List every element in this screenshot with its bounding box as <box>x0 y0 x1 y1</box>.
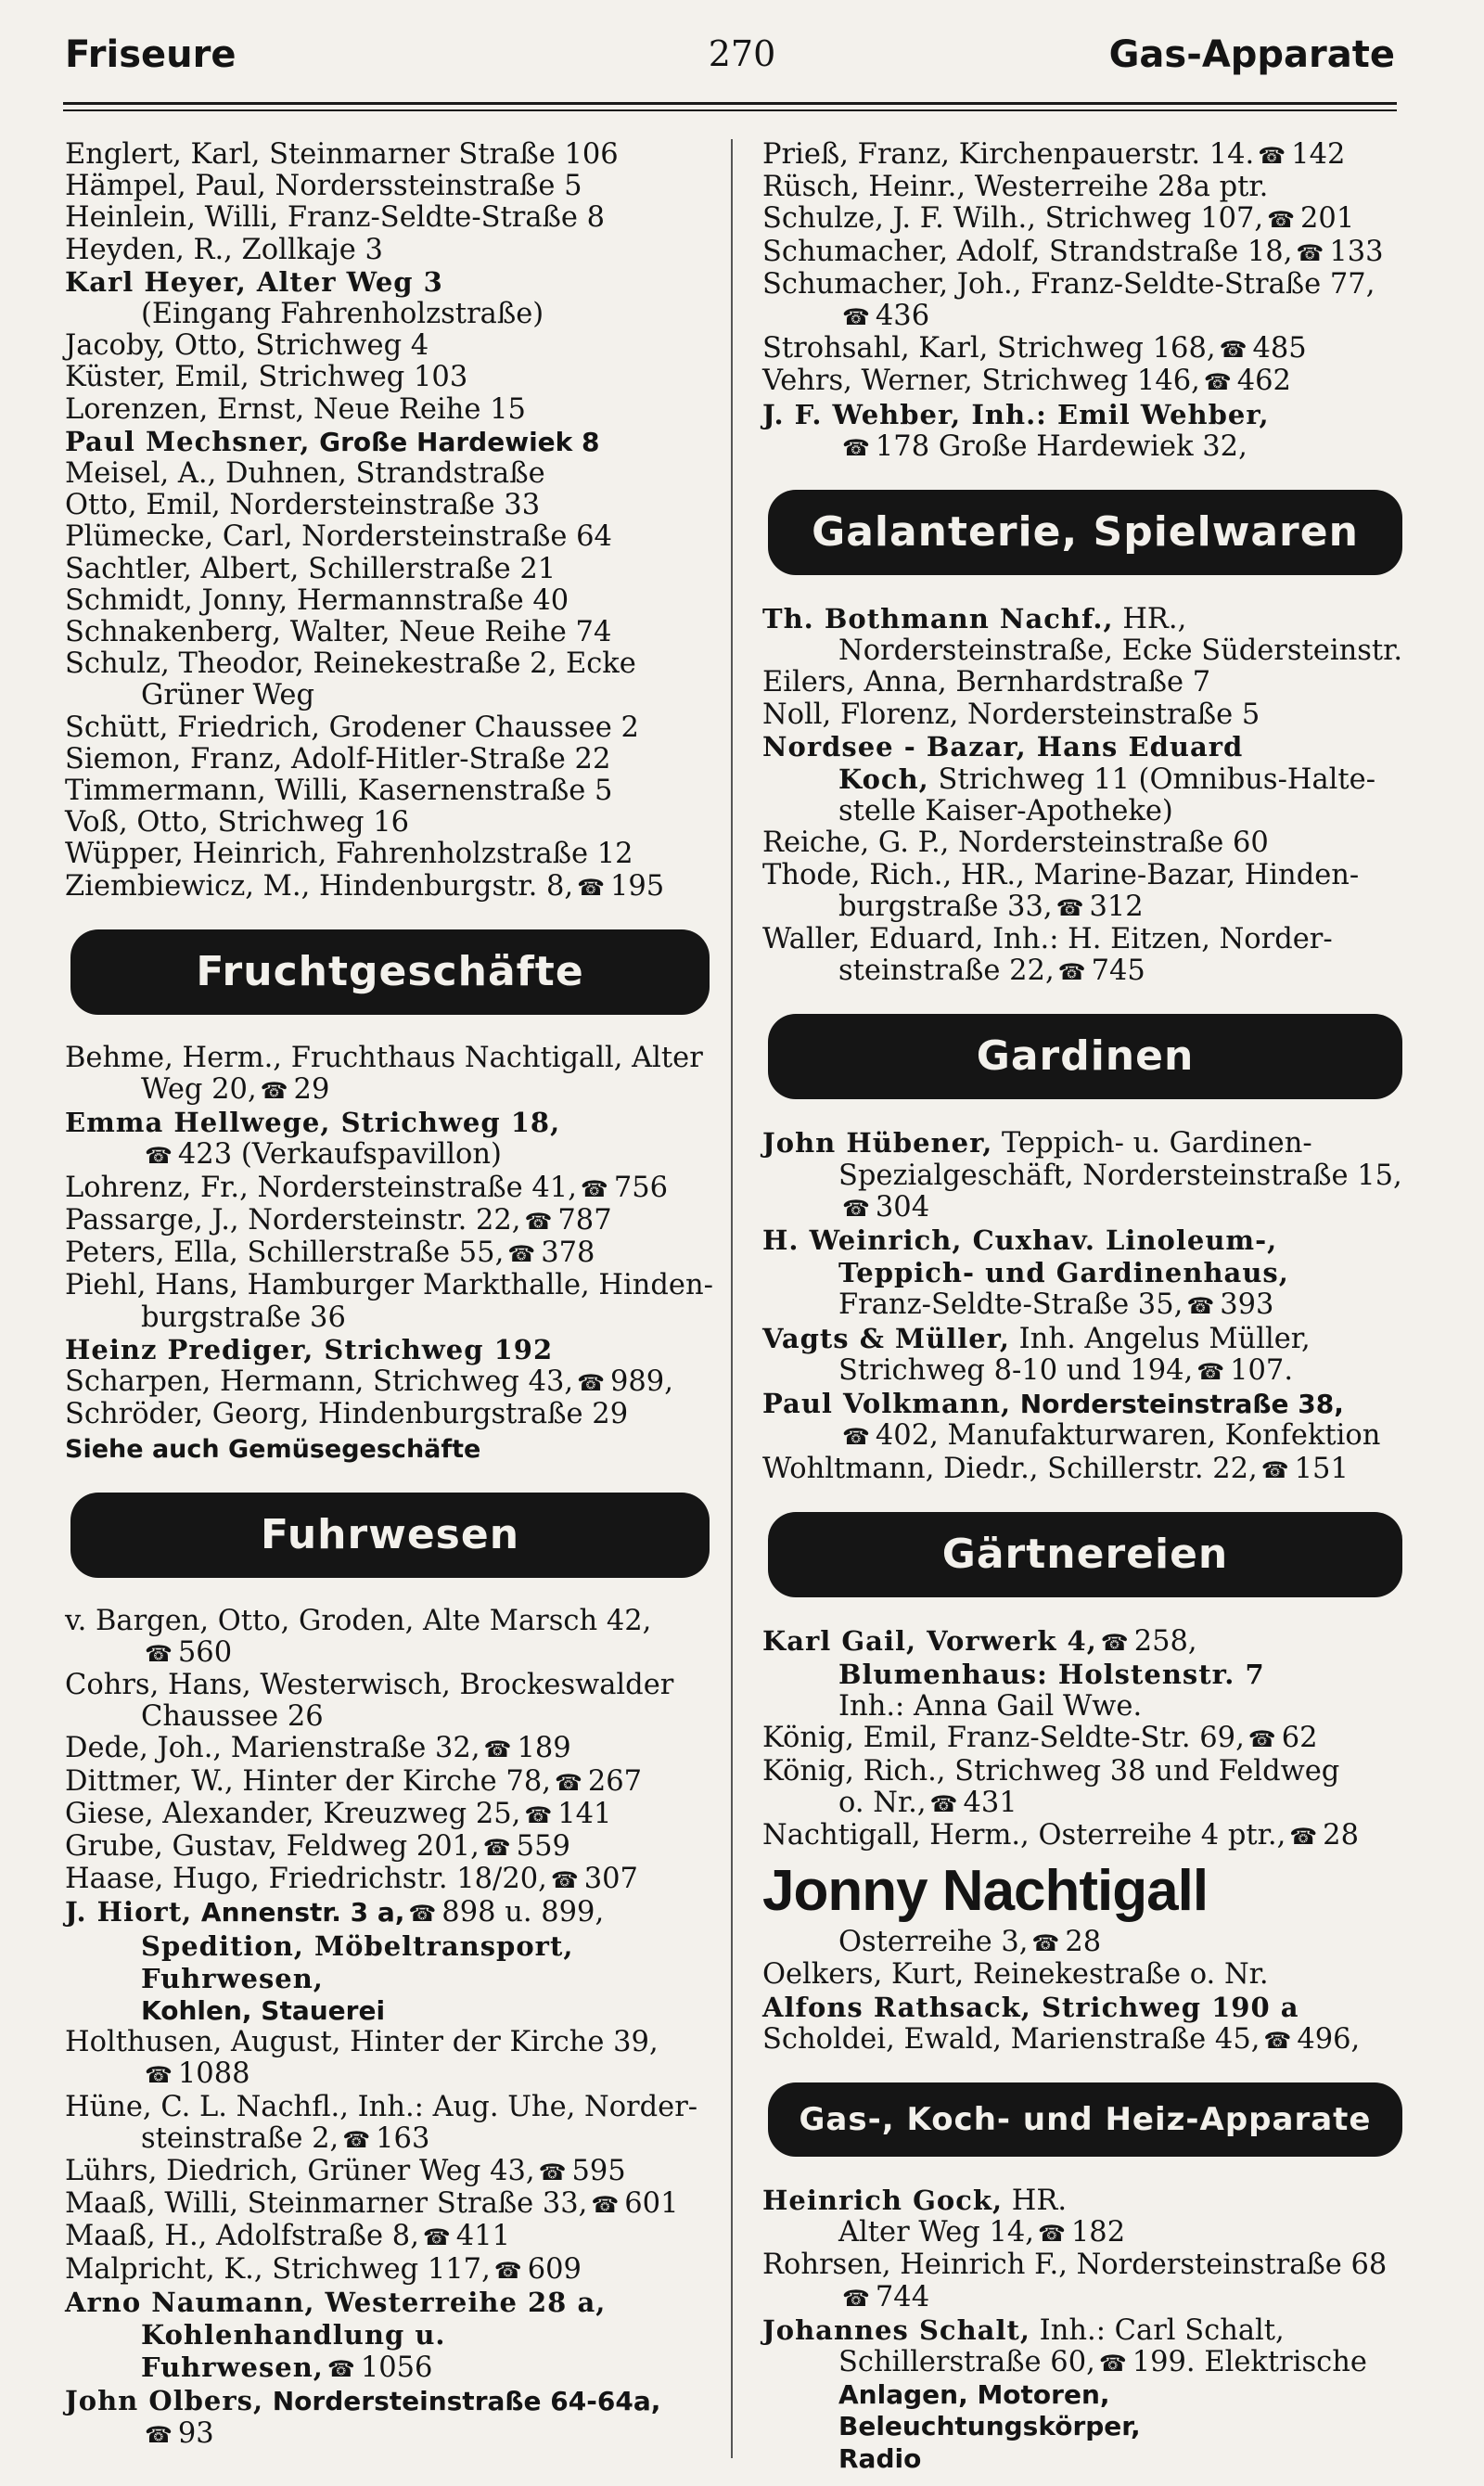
entry-text: Scholdei, Ewald, Marienstraße 45, <box>762 2022 1260 2056</box>
entry-text: Ziembiewicz, M., Hindenburgstr. 8, <box>65 869 574 903</box>
list-item <box>65 775 719 807</box>
entry-text: Hämpel, Paul, Norderssteinstraße 5 <box>65 170 582 203</box>
page-header-left: Friseure <box>65 33 237 76</box>
entry-text: Weg 20, <box>141 1073 257 1107</box>
entry-text: Nordersteinstraße, Ecke Südersteinstr. <box>838 634 1403 668</box>
entry-text: Lorenzen, Ernst, Neue Reihe 15 <box>65 392 526 426</box>
list-item <box>65 1606 719 1670</box>
entry-text: Schulz, Theodor, Reinekestraße 2, Ecke <box>65 647 636 681</box>
entry-name-bold: John Hübener, <box>762 1127 993 1160</box>
entry-text: burgstraße 33, <box>838 890 1053 923</box>
phone-number: ☎ 436 <box>838 300 929 332</box>
entry-address-bold: Große Hardewiek 8 <box>319 426 600 457</box>
entry-text: Strichweg 8-10 und 194, <box>838 1353 1194 1387</box>
list-item <box>762 860 1412 924</box>
entry-text: burgstraße 36 <box>141 1301 346 1334</box>
entry-text: Dede, Joh., Marienstraße 32, <box>65 1732 480 1765</box>
phone-number: ☎ 182 <box>1034 2216 1125 2249</box>
phone-number: ☎ 201 <box>1263 202 1354 235</box>
advert-address <box>762 1927 1412 1959</box>
phone-number: ☎ 745 <box>1055 955 1145 987</box>
phone-number: ☎ 595 <box>535 2155 626 2187</box>
entry-text: Wohltmann, Diedr., Schillerstr. 22, <box>762 1452 1258 1485</box>
entry-text: Elektrische <box>1204 2345 1367 2378</box>
list-item <box>762 237 1412 269</box>
entry-name-bold: Nordsee - Bazar, Hans Eduard <box>762 730 1244 762</box>
entry-text: HR., <box>1122 603 1187 636</box>
list-item <box>65 202 719 234</box>
entry-text: Timmermann, Willi, Kasernenstraße 5 <box>65 775 613 808</box>
entry-text-bold: Kohlen, Stauerei <box>141 1994 386 2026</box>
list-item <box>762 333 1412 365</box>
entry-text: Strohsahl, Karl, Strichweg 168, <box>762 332 1216 365</box>
entry-text: Rohrsen, Heinrich F., Nordersteinstraße 68 <box>762 2249 1388 2282</box>
entry-name-bold: Heinz Prediger, Strichweg 192 <box>65 1333 554 1365</box>
list-item <box>762 1959 1412 1991</box>
advert-street: Osterreihe 3, <box>838 1926 1029 1959</box>
phone-number: ☎ 304 <box>838 1191 929 1224</box>
list-item <box>65 554 719 585</box>
list-item <box>65 839 719 870</box>
phone-number: ☎ 1088 <box>141 2057 250 2090</box>
entry-text: Grüner Weg <box>141 679 314 712</box>
phone-number: ☎ 378 <box>504 1237 595 1269</box>
entry-text: Franz-Seldte-Straße 35, <box>838 1288 1183 1322</box>
entry-text: Lührs, Diedrich, Grüner Weg 43, <box>65 2154 535 2187</box>
entry-text: Peters, Ella, Schillerstraße 55, <box>65 1237 505 1270</box>
entry-name-bold: Emma Hellwege, Strichweg 18, <box>65 1107 561 1139</box>
entry-text: Maaß, H., Adolfstraße 8, <box>65 2220 419 2253</box>
page-header-right: Gas-Apparate <box>1108 33 1395 76</box>
entry-text: Hüne, C. L. Nachfl., Inh.: Aug. Uhe, Norder- <box>65 2090 698 2123</box>
list-item <box>762 827 1412 859</box>
list-item <box>65 712 719 744</box>
entry-text: Rüsch, Heinr., Westerreihe 28a ptr. <box>762 171 1269 204</box>
list-item <box>65 458 719 490</box>
entry-text: Reiche, G. P., Nordersteinstraße 60 <box>762 827 1269 860</box>
list-item <box>65 1366 719 1399</box>
list-item <box>762 699 1412 731</box>
list-item <box>65 744 719 775</box>
entry-text: Schumacher, Joh., Franz-Seldte-Straße 77, <box>762 267 1375 301</box>
list-item <box>65 1043 719 1107</box>
list-item <box>65 2385 719 2450</box>
list-item <box>65 266 719 330</box>
phone-number: ☎ 609 <box>491 2253 582 2286</box>
phone-number: ☎ 189 <box>480 1732 571 1764</box>
phone-number: ☎ 267 <box>551 1765 642 1798</box>
list-item <box>762 365 1412 398</box>
list-item <box>762 731 1412 828</box>
list-item <box>65 1205 719 1237</box>
section-banner-fuhrwesen: Fuhrwesen <box>70 1493 710 1578</box>
list-item <box>762 2024 1412 2057</box>
entry-text: Englert, Karl, Steinmarner Straße 106 <box>65 138 619 171</box>
entry-text: Schnakenberg, Walter, Neue Reihe 74 <box>65 616 612 649</box>
page-number: 270 <box>708 33 776 74</box>
entry-text: Thode, Rich., HR., Marine-Bazar, Hinden- <box>762 858 1360 891</box>
entry-name-bold: J. F. Wehber, Inh.: Emil Wehber, <box>762 398 1270 430</box>
entry-text: stelle Kaiser-Apotheke) <box>838 795 1173 828</box>
list-item <box>65 426 719 458</box>
list-item <box>65 330 719 362</box>
entry-text: Lohrenz, Fr., Nordersteinstraße 41, <box>65 1171 577 1204</box>
entry-text: Heinlein, Willi, Franz-Seldte-Straße 8 <box>65 201 606 235</box>
list-item <box>65 1799 719 1831</box>
list-item <box>65 1733 719 1765</box>
phone-number: ☎ 195 <box>573 870 664 903</box>
list-item <box>762 2314 1412 2475</box>
list-item <box>762 172 1412 203</box>
entry-text-bold: Koch, <box>838 763 929 796</box>
entry-text: Plümecke, Carl, Nordersteinstraße 64 <box>65 520 612 554</box>
phone-number: ☎ 787 <box>521 1204 612 1237</box>
list-item <box>65 362 719 393</box>
phone-number: ☎ 93 <box>141 2417 214 2450</box>
list-item <box>65 871 719 903</box>
entry-text: Küster, Emil, Strichweg 103 <box>65 361 468 394</box>
entry-text: Grube, Gustav, Feldweg 201, <box>65 1829 480 1863</box>
entry-text: König, Emil, Franz-Seldte-Str. 69, <box>762 1722 1245 1755</box>
phone-number: ☎ 756 <box>577 1172 668 1204</box>
list-item <box>762 399 1412 464</box>
list-item <box>762 1625 1412 1724</box>
phone-number: ☎ 462 <box>1200 365 1291 397</box>
entry-text: v. Bargen, Otto, Groden, Alte Marsch 42, <box>65 1604 652 1637</box>
entry-text: Waller, Eduard, Inh.: H. Eitzen, Norder- <box>762 923 1333 956</box>
entry-text: Vehrs, Werner, Strichweg 146, <box>762 365 1200 398</box>
list-item <box>762 1992 1412 2024</box>
list-item <box>65 139 719 171</box>
entry-text: Schmidt, Jonny, Hermannstraße 40 <box>65 583 569 617</box>
list-item <box>762 139 1412 172</box>
phone-number: ☎ 1056 <box>324 2351 433 2384</box>
entry-text: Eilers, Anna, Bernhardstraße 7 <box>762 666 1211 699</box>
list-item <box>762 2249 1412 2313</box>
entry-text: Holthusen, August, Hinter der Kirche 39, <box>65 2026 659 2059</box>
entry-text: Oelkers, Kurt, Reinekestraße o. Nr. <box>762 1958 1269 1992</box>
list-item <box>65 2092 719 2156</box>
entry-text: Sachtler, Albert, Schillerstraße 21 <box>65 552 556 585</box>
entry-text: Scharpen, Hermann, Strichweg 43, <box>65 1365 574 1398</box>
list-item <box>762 1127 1412 1224</box>
phone-number: ☎ 402, <box>838 1419 939 1452</box>
phone-number: ☎ 151 <box>1258 1453 1349 1485</box>
entry-text: König, Rich., Strichweg 38 und Feldweg <box>762 1754 1340 1788</box>
entry-name-bold: Karl Heyer, Alter Weg 3 <box>65 265 443 298</box>
phone-number: ☎ 485 <box>1216 332 1307 365</box>
section-banner-fruchtgeschaefte: Fruchtgeschäfte <box>70 929 710 1015</box>
entry-name-bold: Arno Naumann, Westerreihe 28 a, <box>65 2286 607 2318</box>
entry-text: Piehl, Hans, Hamburger Markthalle, Hinden- <box>65 1269 713 1302</box>
list-item <box>65 648 719 711</box>
list-item <box>65 521 719 553</box>
list-item <box>65 807 719 839</box>
advert-name: Jonny Nachtigall <box>762 1859 1209 1924</box>
entry-text-bold: Kohlenhandlung u. Fuhrwesen, <box>141 2318 446 2384</box>
entry-text: Inh.: Anna Gail Wwe. <box>838 1690 1143 1724</box>
entry-text: steinstraße 22, <box>838 955 1055 988</box>
entry-name-bold: Johannes Schalt, <box>762 2313 1030 2346</box>
phone-number: ☎ 560 <box>141 1636 232 1669</box>
phone-number: ☎ 989, <box>573 1365 673 1398</box>
entry-text: Cohrs, Hans, Westerwisch, Brockeswalder <box>65 1668 674 1701</box>
list-item <box>65 1270 719 1333</box>
list-item <box>65 1107 719 1172</box>
entry-address-bold: Annenstr. 3 a, <box>200 1897 405 1929</box>
entry-text: Schulze, J. F. Wilh., Strichweg 107, <box>762 202 1264 236</box>
entry-text: Alter Weg 14, <box>838 2216 1034 2249</box>
entry-text: steinstraße 2, <box>141 2121 339 2155</box>
entry-text: Dittmer, W., Hinter der Kirche 78, <box>65 1764 551 1798</box>
list-item <box>762 1820 1412 1852</box>
entry-text: Heyden, R., Zollkaje 3 <box>65 233 383 266</box>
entry-name-bold: Paul Volkmann, <box>762 1388 1012 1420</box>
phone-number: ☎ 307 <box>547 1863 638 1895</box>
section-banner-gas-apparate: Gas-, Koch- und Heiz-Apparate <box>768 2082 1402 2157</box>
list-item <box>762 1723 1412 1755</box>
entry-text-bold: Spedition, Möbeltransport, Fuhrwesen, <box>141 1929 574 1994</box>
entry-address-bold: Nordersteinstraße 38, <box>1019 1389 1344 1420</box>
list-item <box>65 2221 719 2253</box>
entry-text: Schumacher, Adolf, Strandstraße 18, <box>762 235 1293 268</box>
list-item <box>762 1224 1412 1323</box>
entry-text: (Eingang Fahrenholzstraße) <box>141 298 544 331</box>
list-item <box>65 1399 719 1430</box>
phone-number: ☎ 601 <box>587 2187 678 2220</box>
list-item <box>65 585 719 617</box>
entry-text: Chaussee 26 <box>141 1700 324 1734</box>
phone-number: ☎ 496, <box>1260 2023 1360 2056</box>
phone-number: ☎ 393 <box>1183 1288 1273 1321</box>
list-item <box>762 667 1412 698</box>
list-item <box>65 2254 719 2287</box>
phone-number: ☎ 28 <box>1286 1819 1359 1852</box>
entry-name-bold: J. Hiort, <box>65 1896 193 1929</box>
list-item <box>65 1831 719 1864</box>
phone-number: ☎ 559 <box>480 1830 570 1863</box>
list-item <box>65 171 719 202</box>
phone-number: ☎ 744 <box>838 2281 929 2313</box>
phone-number: ☎ 898 u. 899, <box>404 1896 604 1929</box>
list-item <box>65 394 719 426</box>
phone-number: ☎ 107. <box>1193 1354 1293 1387</box>
phone-number: ☎ 142 <box>1254 138 1345 171</box>
entry-text: Wüpper, Heinrich, Fahrenholzstraße 12 <box>65 838 633 871</box>
entry-name-bold: Paul Mechsner, <box>65 425 311 457</box>
entry-text: Manufakturwaren, Konfektion <box>947 1419 1381 1453</box>
entry-name-bold: H. Weinrich, Cuxhav. Linoleum-, <box>762 1224 1278 1257</box>
list-item <box>762 1756 1412 1820</box>
entry-address-bold: Nordersteinstraße 64-64a, <box>272 2386 661 2417</box>
list-item <box>65 2027 719 2091</box>
section-banner-galanterie: Galanterie, Spielwaren <box>768 490 1402 575</box>
entry-text: Schröder, Georg, Hindenburgstraße 29 <box>65 1398 629 1431</box>
entry-text: Prieß, Franz, Kirchenpauerstr. 14. <box>762 138 1255 171</box>
phone-number: ☎ 431 <box>927 1787 1017 1819</box>
phone-number: ☎ 141 <box>520 1798 611 1830</box>
entry-text: Haase, Hugo, Friedrichstr. 18/20, <box>65 1863 547 1896</box>
phone-number: ☎ 28 <box>1028 1926 1101 1958</box>
phone-number: ☎ 411 <box>419 2220 510 2252</box>
entry-name-bold: John Olbers, <box>65 2385 264 2417</box>
entry-text: Jacoby, Otto, Strichweg 4 <box>65 329 429 363</box>
list-item <box>65 490 719 521</box>
entry-text: Noll, Florenz, Nordersteinstraße 5 <box>762 698 1260 731</box>
entry-text: Nachtigall, Herm., Osterreihe 4 ptr., <box>762 1818 1286 1852</box>
entry-text-bold: Anlagen, Motoren, Beleuchtungskörper, <box>838 2379 1141 2442</box>
list-item <box>65 1334 719 1366</box>
list-item <box>65 2287 719 2386</box>
list-item <box>762 1323 1412 1388</box>
entry-text: Strichweg 11 (Omnibus-Halte- <box>938 763 1376 797</box>
list-item <box>65 1896 719 2027</box>
phone-number: ☎ 423 <box>141 1138 232 1171</box>
right-column <box>762 139 1412 2475</box>
entry-text: Inh.: Carl Schalt, <box>1039 2313 1285 2347</box>
entry-name-bold: Th. Bothmann Nachf., <box>762 603 1114 635</box>
header-rule-thin <box>63 109 1397 111</box>
entry-text: Inh. Angelus Müller, <box>1018 1322 1311 1355</box>
entry-text: Große Hardewiek 32, <box>938 429 1247 463</box>
list-item <box>65 1237 719 1270</box>
list-item <box>762 603 1412 667</box>
entry-text: Teppich- u. Gardinen- <box>1002 1127 1312 1160</box>
entry-text: Passarge, J., Nordersteinstr. 22, <box>65 1203 521 1237</box>
entry-text: (Verkaufspavillon) <box>240 1138 502 1172</box>
list-item <box>762 1388 1412 1453</box>
entry-text: Meisel, A., Duhnen, Strandstraße <box>65 457 545 491</box>
section-banner-gardinen: Gardinen <box>768 1014 1402 1099</box>
list-item <box>762 1454 1412 1486</box>
phone-number: ☎ 62 <box>1245 1722 1318 1754</box>
entry-text: Maaß, Willi, Steinmarner Straße 33, <box>65 2187 588 2221</box>
entry-text-bold: Radio <box>838 2442 922 2474</box>
list-item <box>65 1766 719 1799</box>
phone-number: ☎ 312 <box>1053 891 1144 923</box>
phone-number: ☎ 163 <box>339 2122 429 2155</box>
entry-text: Schillerstraße 60, <box>838 2345 1095 2378</box>
entry-text: Spezialgeschäft, Nordersteinstraße 15, <box>838 1159 1402 1192</box>
see-also-note: Siehe auch Gemüsegeschäfte <box>65 1435 481 1465</box>
list-item <box>65 2156 719 2188</box>
entry-text: Voß, Otto, Strichweg 16 <box>65 806 410 839</box>
list-item <box>65 1864 719 1896</box>
entry-text-bold: Blumenhaus: Holstenstr. 7 <box>838 1658 1265 1690</box>
entry-text: Malpricht, K., Strichweg 117, <box>65 2252 491 2286</box>
list-item <box>762 269 1412 333</box>
header-rule <box>63 102 1397 105</box>
entry-text: Behme, Herm., Fruchthaus Nachtigall, Alter <box>65 1041 703 1074</box>
entry-text: Siemon, Franz, Adolf-Hitler-Straße 22 <box>65 742 611 775</box>
list-item <box>65 235 719 266</box>
entry-name-bold: Alfons Rathsack, Strichweg 190 a <box>762 1991 1299 2023</box>
list-item <box>762 924 1412 988</box>
list-item <box>65 1173 719 1205</box>
list-item <box>65 617 719 648</box>
entry-text: Otto, Emil, Nordersteinstraße 33 <box>65 489 541 522</box>
entry-text: HR. <box>1011 2184 1068 2217</box>
phone-number: ☎ 133 <box>1292 236 1383 268</box>
phone-number: ☎ 178 <box>838 430 929 463</box>
phone-number: ☎ 258, <box>1097 1625 1197 1658</box>
entry-name-bold: Karl Gail, Vorwerk 4, <box>762 1624 1097 1657</box>
entry-text-bold: Teppich- und Gardinenhaus, <box>838 1257 1289 1289</box>
column-divider <box>731 139 733 2458</box>
phone-number: ☎ 199. <box>1095 2346 1196 2378</box>
list-item <box>762 2185 1412 2249</box>
entry-text: o. Nr., <box>838 1786 927 1819</box>
section-banner-gaertnereien: Gärtnereien <box>768 1512 1402 1597</box>
entry-name-bold: Heinrich Gock, <box>762 2184 1004 2216</box>
entry-text: Giese, Alexander, Kreuzweg 25, <box>65 1797 521 1830</box>
list-item <box>762 203 1412 236</box>
entry-text: Schütt, Friedrich, Grodener Chaussee 2 <box>65 711 639 744</box>
left-column <box>65 139 719 2451</box>
list-item <box>65 2188 719 2221</box>
entry-name-bold: Vagts & Müller, <box>762 1322 1010 1354</box>
phone-number: ☎ 29 <box>257 1073 330 1106</box>
list-item <box>65 1670 719 1733</box>
